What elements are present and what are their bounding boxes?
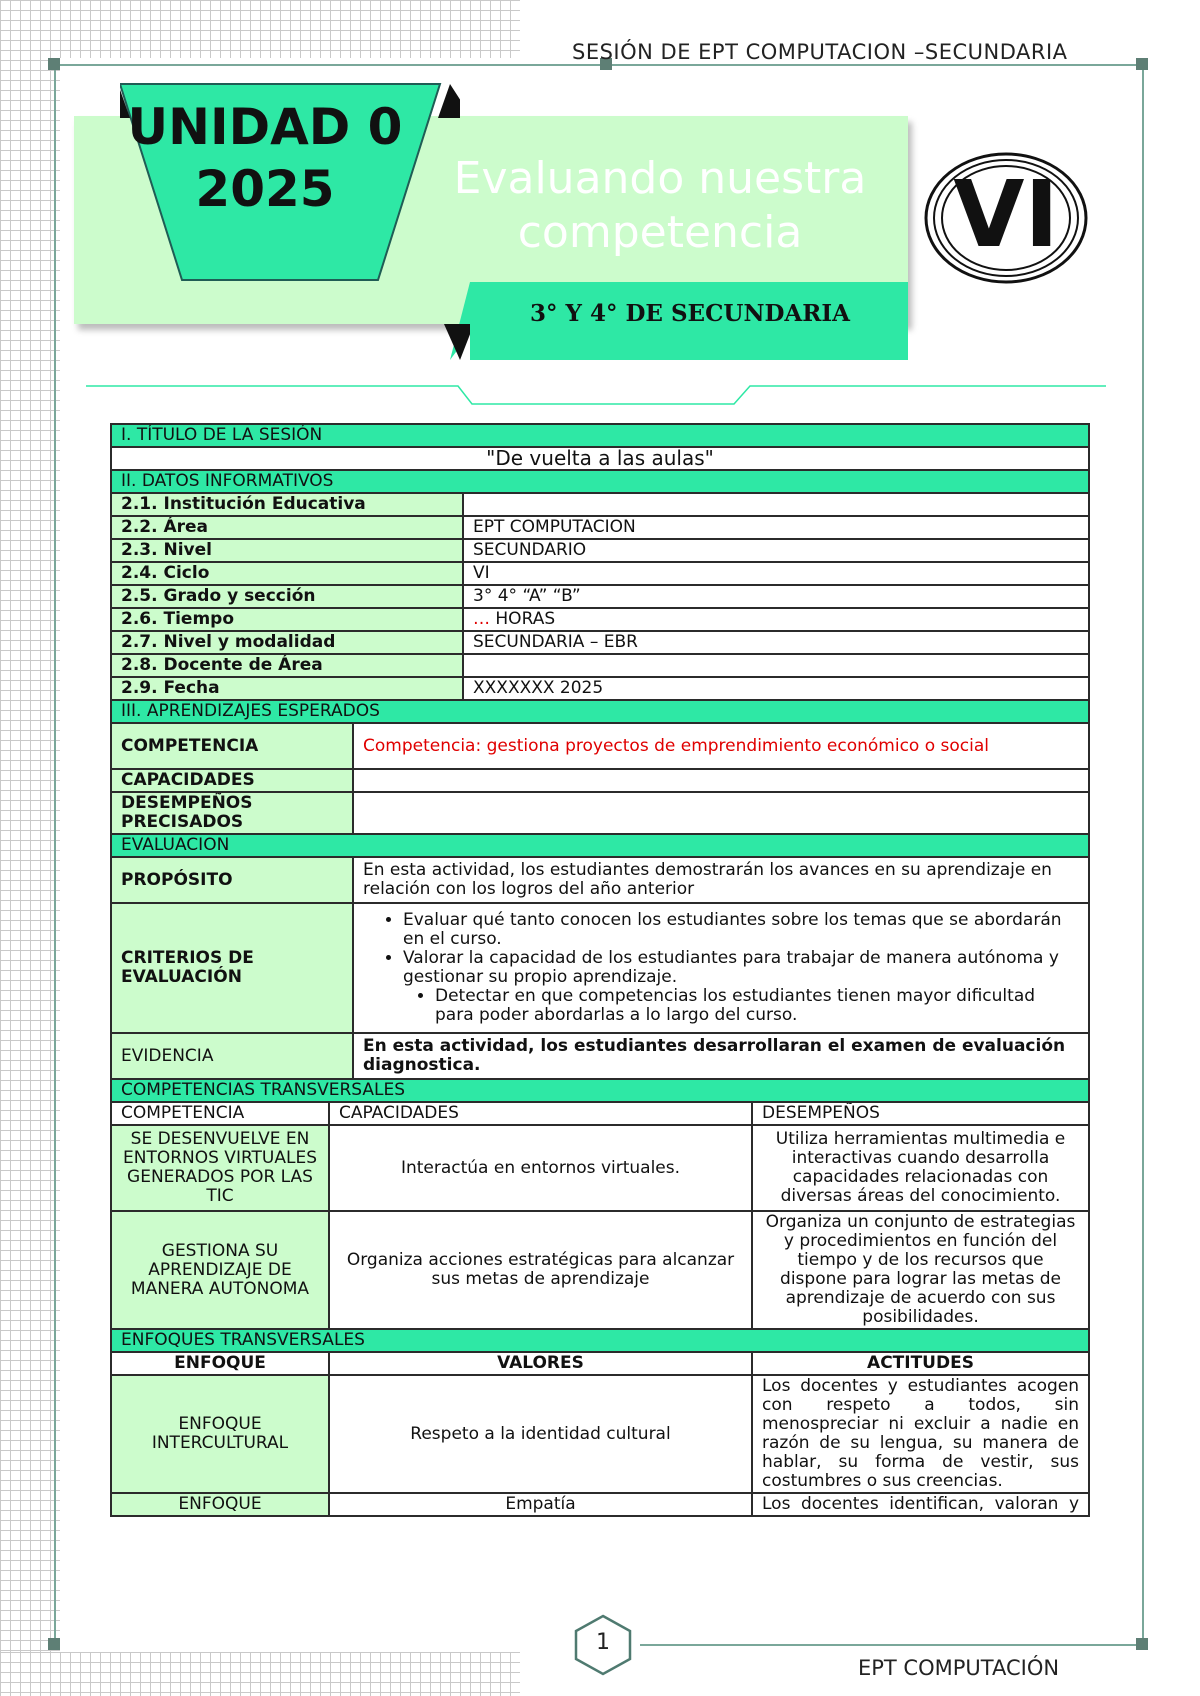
footer-label: EPT COMPUTACIÓN <box>858 1656 1060 1680</box>
evidencia-value: En esta actividad, los estudiantes desarrollaran el examen de evaluación diagnostica. <box>353 1033 1089 1079</box>
unit-year: 2025 <box>195 160 335 218</box>
section-transversales: COMPETENCIAS TRANSVERSALES <box>111 1079 1089 1102</box>
enfoque-row <box>111 1375 1089 1493</box>
capacidades-value <box>353 769 1089 792</box>
datos-row <box>111 631 1089 654</box>
enfoque-valor: Respeto a la identidad cultural <box>329 1375 752 1493</box>
cycle-label: VI <box>953 161 1059 268</box>
enfoque-row <box>111 1493 1089 1516</box>
grid-bottom-strip <box>0 1652 520 1696</box>
banner-subtitle-line-2: competencia <box>517 207 803 258</box>
datos-label: 2.7. Nivel y modalidad <box>111 631 463 654</box>
enfoques-header-actitudes: ACTITUDES <box>752 1352 1089 1375</box>
datos-label: 2.1. Institución Educativa <box>111 493 463 516</box>
datos-label: 2.8. Docente de Área <box>111 654 463 677</box>
transversal-competencia: SE DESENVUELVE EN ENTORNOS VIRTUALES GENERADOS POR LAS TIC <box>111 1125 329 1211</box>
enfoque-name: ENFOQUE INTERCULTURAL <box>111 1375 329 1493</box>
banner-subtitle <box>420 152 900 260</box>
competencia-value: Competencia: gestiona proyectos de emprendimiento económico o social <box>353 723 1089 769</box>
transversales-header-desempenos: DESEMPEÑOS <box>752 1102 1089 1125</box>
transversales-header-competencia: COMPETENCIA <box>111 1102 329 1125</box>
criterio-item: • Detectar en que competencias los estudiantes tienen mayor dificultad para poder abordarlas a lo largo del curso. <box>435 987 1079 1025</box>
enfoques-header-enfoque: ENFOQUE <box>111 1352 329 1375</box>
section-evaluacion: EVALUACION <box>111 834 1089 857</box>
transversal-desempeno: Utiliza herramientas multimedia e interactivas cuando desarrolla capacidades relacionadas con diversas áreas del conocimiento. <box>752 1125 1089 1211</box>
grade-label: 3° Y 4° DE SECUNDARIA <box>530 300 850 327</box>
unit-title <box>114 96 416 220</box>
capacidades-label: CAPACIDADES <box>111 769 353 792</box>
datos-row <box>111 539 1089 562</box>
evidencia-label: EVIDENCIA <box>111 1033 353 1079</box>
transversal-desempeno: Organiza un conjunto de estrategias y procedimientos en función del tiempo y de los recursos que dispone para lograr las metas de aprendizaje de acuerdo con sus posibilidades. <box>752 1211 1089 1329</box>
datos-label: 2.3. Nivel <box>111 539 463 562</box>
page-number: 1 <box>596 1630 610 1655</box>
header-title: SESIÓN DE EPT COMPUTACION –SECUNDARIA <box>572 40 1068 64</box>
datos-label: 2.4. Ciclo <box>111 562 463 585</box>
enfoque-valor: Empatía <box>329 1493 752 1516</box>
datos-row <box>111 654 1089 677</box>
section-enfoques: ENFOQUES TRANSVERSALES <box>111 1329 1089 1352</box>
transversales-header-capacidades: CAPACIDADES <box>329 1102 752 1125</box>
datos-value: XXXXXXX 2025 <box>463 677 1089 700</box>
desempenos-value <box>353 792 1089 834</box>
datos-label: 2.6. Tiempo <box>111 608 463 631</box>
criterios-list <box>363 911 1079 1025</box>
datos-row <box>111 608 1089 631</box>
unit-line-1: UNIDAD 0 <box>127 98 403 156</box>
datos-value: SECUNDARIA – EBR <box>463 631 1089 654</box>
separator-line <box>86 380 1116 410</box>
frame-corner-top-left <box>48 58 60 70</box>
datos-row <box>111 562 1089 585</box>
frame-corner-top-right <box>1136 58 1148 70</box>
datos-row <box>111 677 1089 700</box>
datos-label: 2.5. Grado y sección <box>111 585 463 608</box>
datos-value <box>463 493 1089 516</box>
time-unit: HORAS <box>490 609 556 629</box>
enfoque-actitud: Los docentes y estudiantes acogen con respeto a todos, sin menospreciar ni excluir a nadie en razón de su lengua, su manera de hablar, su forma de vestir, sus costumbres o sus creencias. <box>752 1375 1089 1493</box>
datos-row <box>111 585 1089 608</box>
enfoque-actitud: Los docentes identifican, valoran y <box>752 1493 1089 1516</box>
session-title: "De vuelta a las aulas" <box>111 447 1089 470</box>
transversal-capacidad: Organiza acciones estratégicas para alcanzar sus metas de aprendizaje <box>329 1211 752 1329</box>
banner-subtitle-line-1: Evaluando nuestra <box>453 153 867 204</box>
frame-left-line <box>54 64 56 1646</box>
proposito-value: En esta actividad, los estudiantes demostrarán los avances en su aprendizaje en relación con los logros del año anterior <box>353 857 1089 903</box>
datos-row <box>111 493 1089 516</box>
transversal-capacidad: Interactúa en entornos virtuales. <box>329 1125 752 1211</box>
datos-value: VI <box>463 562 1089 585</box>
frame-bottom-line <box>640 1644 1144 1646</box>
section-datos: II. DATOS INFORMATIVOS <box>111 470 1089 493</box>
criterio-item: • Evaluar qué tanto conocen los estudiantes sobre los temas que se abordarán en el curso. <box>403 911 1079 949</box>
datos-label: 2.9. Fecha <box>111 677 463 700</box>
datos-row <box>111 516 1089 539</box>
section-aprendizajes: III. APRENDIZAJES ESPERADOS <box>111 700 1089 723</box>
datos-value: 3° 4° “A” “B” <box>463 585 1089 608</box>
transversal-row <box>111 1211 1089 1329</box>
datos-value: EPT COMPUTACION <box>463 516 1089 539</box>
session-table <box>110 423 1090 1517</box>
transversal-competencia: GESTIONA SU APRENDIZAJE DE MANERA AUTONOMA <box>111 1211 329 1329</box>
datos-value-time <box>463 608 1089 631</box>
time-placeholder: … <box>473 609 490 629</box>
criterios-label: CRITERIOS DE EVALUACIÓN <box>111 903 353 1033</box>
frame-corner-bottom-left <box>48 1638 60 1650</box>
proposito-label: PROPÓSITO <box>111 857 353 903</box>
datos-label: 2.2. Área <box>111 516 463 539</box>
competencia-label: COMPETENCIA <box>111 723 353 769</box>
enfoque-name: ENFOQUE <box>111 1493 329 1516</box>
frame-right-line <box>1142 64 1144 1646</box>
section-titulo: I. TÍTULO DE LA SESIÓN <box>111 424 1089 447</box>
datos-value <box>463 654 1089 677</box>
grid-top-strip <box>0 0 520 58</box>
criterios-value <box>353 903 1089 1033</box>
transversal-row <box>111 1125 1089 1211</box>
frame-corner-bottom-right <box>1136 1638 1148 1650</box>
desempenos-label: DESEMPEÑOS PRECISADOS <box>111 792 353 834</box>
criterio-item: • Valorar la capacidad de los estudiantes para trabajar de manera autónoma y gestionar su propio aprendizaje. <box>403 949 1079 987</box>
cycle-emblem <box>920 150 1090 286</box>
grid-left-strip <box>0 0 60 1696</box>
enfoques-header-valores: VALORES <box>329 1352 752 1375</box>
frame-top-line <box>54 64 1144 66</box>
datos-value: SECUNDARIO <box>463 539 1089 562</box>
